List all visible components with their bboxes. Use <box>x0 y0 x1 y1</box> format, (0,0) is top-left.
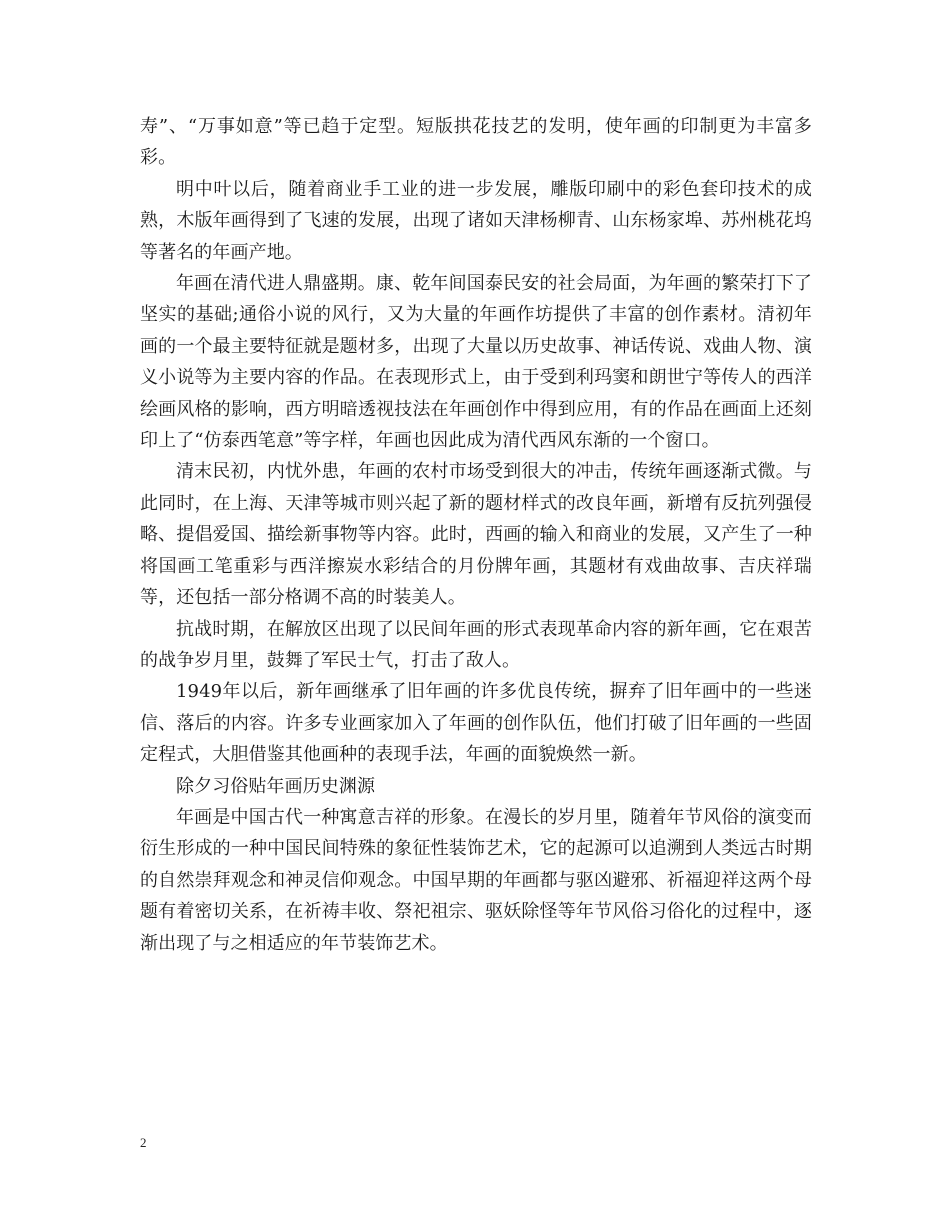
paragraph-qing-dynasty: 年画在清代进人鼎盛期。康、乾年间国泰民安的社会局面，为年画的繁荣打下了坚实的基础;通俗小说的风行，又为大量的年画作坊提供了丰富的创作素材。清初年画的一个最主要特征就是题材多，出现了大量以历史故事、神话传说、戏曲人物、演义小说等为主要内容的作品。在表现形式上，由于受到利玛窦和朗世宁等传人的西洋绘画风格的影响，西方明暗透视技法在年画创作中得到应用，有的作品在画面上还刻印上了“仿泰西笔意”等字样，年画也因此成为清代西风东渐的一个窗口。 <box>140 273 812 452</box>
paragraph-late-qing: 清末民初，内忧外患，年画的农村市场受到很大的冲击，传统年画逐渐式微。与此同时，在上海、天津等城市则兴起了新的题材样式的改良年画，新增有反抗列强侵略、提倡爱国、描绘新事物等内容。此时，西画的输入和商业的发展，又产生了一种将国画工笔重彩与西洋擦炭水彩结合的月份牌年画，其题材有戏曲故事、吉庆祥瑞等，还包括一部分格调不高的时装美人。 <box>140 461 812 609</box>
section-heading: 除夕习俗贴年画历史渊源 <box>176 775 376 797</box>
paragraph-continuation: 寿”、“万事如意”等已趋于定型。短版拱花技艺的发明，使年画的印制更为丰富多彩。 <box>140 116 812 169</box>
paragraph-origins: 年画是中国古代一种寓意吉祥的形象。在漫长的岁月里，随着年节风俗的演变而衍生形成的一种中国民间特殊的象征性装饰艺术，它的起源可以追溯到人类远古时期的自然崇拜观念和神灵信仰观念。中国早期的年画都与驱凶避邪、祈福迎祥这两个母题有着密切关系，在祈祷丰收、祭祀祖宗、驱妖除怪等年节风俗习俗化的过程中，逐渐出现了与之相适应的年节装饰艺术。 <box>140 806 812 954</box>
paragraph-ming-dynasty: 明中叶以后，随着商业手工业的进一步发展，雕版印刷中的彩色套印技术的成熟，木版年画得到了飞速的发展，出现了诸如天津杨柳青、山东杨家埠、苏州桃花坞等著名的年画产地。 <box>140 178 812 263</box>
paragraph-war-period: 抗战时期，在解放区出现了以民间年画的形式表现革命内容的新年画，它在艰苦的战争岁月里，鼓舞了军民士气，打击了敌人。 <box>140 618 812 671</box>
document-body <box>140 111 812 959</box>
paragraph-after-1949: 1949年以后，新年画继承了旧年画的许多优良传统，摒弃了旧年画中的一些迷信、落后的内容。许多专业画家加入了年画的创作队伍，他们打破了旧年画的一些固定程式，大胆借鉴其他画种的表现手法，年画的面貌焕然一新。 <box>140 681 812 766</box>
page-number: 2 <box>140 1135 147 1150</box>
